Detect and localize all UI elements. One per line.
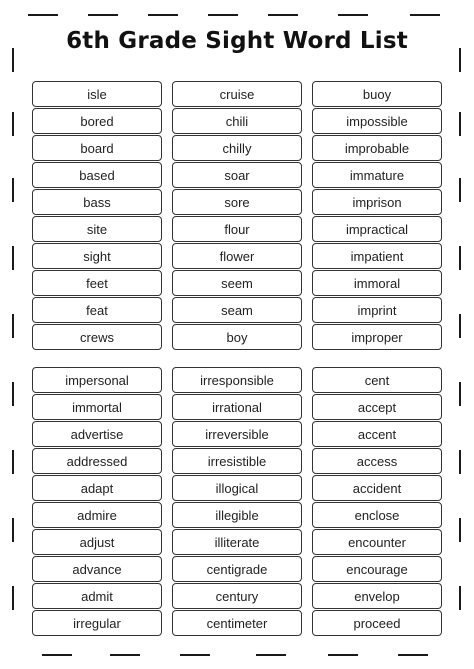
word-cell: illogical bbox=[172, 475, 302, 501]
word-cell: cent bbox=[312, 367, 442, 393]
border-dash bbox=[12, 382, 14, 406]
border-dash bbox=[328, 654, 358, 656]
border-dash bbox=[110, 654, 140, 656]
border-dash bbox=[459, 178, 461, 202]
word-cell: adjust bbox=[32, 529, 162, 555]
border-dash bbox=[42, 654, 72, 656]
word-cell: access bbox=[312, 448, 442, 474]
word-cell: irregular bbox=[32, 610, 162, 636]
word-cell: buoy bbox=[312, 81, 442, 107]
border-dash bbox=[180, 654, 210, 656]
border-dash bbox=[12, 112, 14, 136]
border-dash bbox=[208, 14, 238, 16]
border-dash bbox=[268, 14, 298, 16]
word-cell: crews bbox=[32, 324, 162, 350]
word-cell: isle bbox=[32, 81, 162, 107]
word-cell: boy bbox=[172, 324, 302, 350]
word-cell: irresponsible bbox=[172, 367, 302, 393]
word-cell: feat bbox=[32, 297, 162, 323]
border-dash bbox=[459, 450, 461, 474]
word-cell: adapt bbox=[32, 475, 162, 501]
word-cell: chilly bbox=[172, 135, 302, 161]
page-title: 6th Grade Sight Word List bbox=[66, 28, 408, 54]
border-dash bbox=[28, 14, 58, 16]
word-cell: illegible bbox=[172, 502, 302, 528]
word-cell: bass bbox=[32, 189, 162, 215]
word-cell: admire bbox=[32, 502, 162, 528]
word-cell: bored bbox=[32, 108, 162, 134]
border-dash bbox=[459, 382, 461, 406]
border-dash bbox=[410, 14, 440, 16]
border-dash bbox=[12, 518, 14, 542]
word-cell: advertise bbox=[32, 421, 162, 447]
word-cell: flower bbox=[172, 243, 302, 269]
word-cell: irrational bbox=[172, 394, 302, 420]
border-dash bbox=[148, 14, 178, 16]
word-cell: irreversible bbox=[172, 421, 302, 447]
border-dash bbox=[12, 586, 14, 610]
word-cell: soar bbox=[172, 162, 302, 188]
word-cell: sight bbox=[32, 243, 162, 269]
word-cell: improper bbox=[312, 324, 442, 350]
border-dash bbox=[459, 246, 461, 270]
word-cell: seam bbox=[172, 297, 302, 323]
word-cell: encourage bbox=[312, 556, 442, 582]
border-dash bbox=[12, 314, 14, 338]
word-cell: immortal bbox=[32, 394, 162, 420]
word-cell: flour bbox=[172, 216, 302, 242]
word-cell: accent bbox=[312, 421, 442, 447]
border-dash bbox=[12, 178, 14, 202]
border-dash bbox=[398, 654, 428, 656]
word-cell: addressed bbox=[32, 448, 162, 474]
word-cell: site bbox=[32, 216, 162, 242]
word-cell: envelop bbox=[312, 583, 442, 609]
border-dash bbox=[256, 654, 286, 656]
word-cell: encounter bbox=[312, 529, 442, 555]
border-dash bbox=[338, 14, 368, 16]
border-dash bbox=[459, 314, 461, 338]
word-cell: chili bbox=[172, 108, 302, 134]
word-cell: advance bbox=[32, 556, 162, 582]
word-cell: impossible bbox=[312, 108, 442, 134]
word-cell: imprint bbox=[312, 297, 442, 323]
word-cell: admit bbox=[32, 583, 162, 609]
word-cell: immature bbox=[312, 162, 442, 188]
border-dash bbox=[459, 586, 461, 610]
word-cell: based bbox=[32, 162, 162, 188]
word-cell: century bbox=[172, 583, 302, 609]
border-dash bbox=[88, 14, 118, 16]
word-cell: accept bbox=[312, 394, 442, 420]
border-dash bbox=[459, 112, 461, 136]
word-cell: irresistible bbox=[172, 448, 302, 474]
word-cell: impractical bbox=[312, 216, 442, 242]
word-cell: impatient bbox=[312, 243, 442, 269]
word-cell: seem bbox=[172, 270, 302, 296]
word-cell: sore bbox=[172, 189, 302, 215]
border-dash bbox=[12, 450, 14, 474]
word-cell: impersonal bbox=[32, 367, 162, 393]
word-cell: board bbox=[32, 135, 162, 161]
word-cell: enclose bbox=[312, 502, 442, 528]
border-dash bbox=[459, 518, 461, 542]
word-block-1 bbox=[32, 81, 443, 351]
word-cell: proceed bbox=[312, 610, 442, 636]
word-cell: illiterate bbox=[172, 529, 302, 555]
border-dash bbox=[12, 246, 14, 270]
word-cell: centimeter bbox=[172, 610, 302, 636]
word-cell: centigrade bbox=[172, 556, 302, 582]
word-cell: feet bbox=[32, 270, 162, 296]
word-block-2 bbox=[32, 367, 443, 637]
word-cell: improbable bbox=[312, 135, 442, 161]
word-cell: accident bbox=[312, 475, 442, 501]
word-cell: imprison bbox=[312, 189, 442, 215]
word-cell: cruise bbox=[172, 81, 302, 107]
word-cell: immoral bbox=[312, 270, 442, 296]
